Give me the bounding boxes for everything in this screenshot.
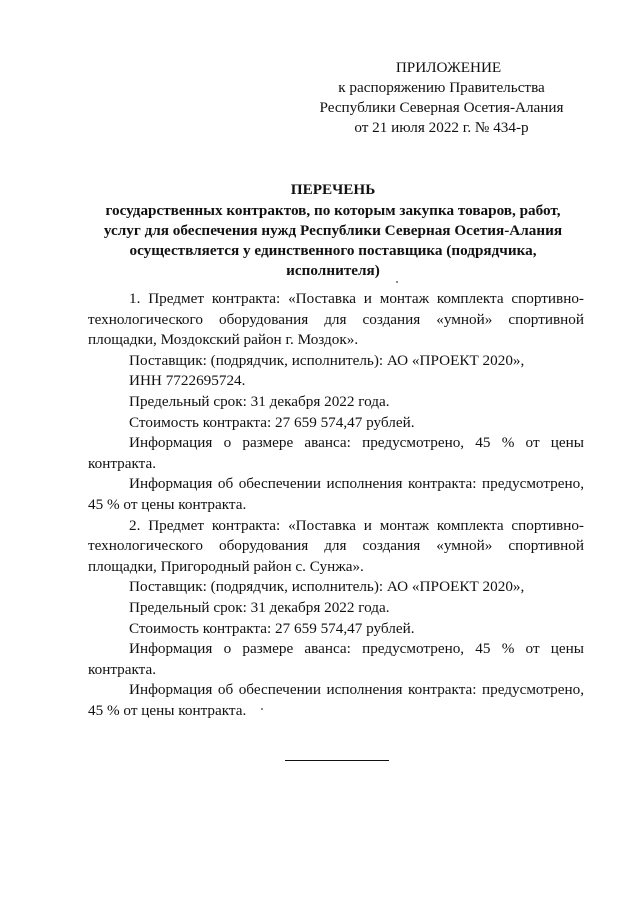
appendix-header	[300, 58, 583, 138]
item-2-advance: Информация о размере аванса: предусмотрено, 45 % от цены контракта.	[88, 640, 584, 678]
appendix-line-republic: Республики Северная Осетия-Алания	[319, 99, 564, 116]
document-title: ПЕРЕЧЕНЬ	[290, 181, 376, 198]
item-2-deadline: Предельный срок: 31 декабря 2022 года.	[129, 598, 390, 616]
item-1-deadline: Предельный срок: 31 декабря 2022 года.	[129, 392, 390, 410]
item-1-inn: ИНН 7722695724.	[129, 372, 246, 390]
appendix-line-date: от 21 июля 2022 г. № 434-р	[354, 119, 529, 136]
item-1-advance: Информация о размере аванса: предусмотрено, 45 % от цены контракта.	[88, 434, 584, 472]
contracts-list	[88, 289, 584, 721]
item-1-subject: 1. Предмет контракта: «Поставка и монтаж комплекта спортивно-технологического оборудования для создания «умной» спортивной площадки, Моздокский район г. Моздок».	[88, 290, 584, 349]
appendix-title: ПРИЛОЖЕНИЕ	[395, 59, 502, 76]
item-2-cost: Стоимость контракта: 27 659 574,47 рублей.	[129, 619, 415, 637]
document-heading	[88, 180, 578, 281]
document-subtitle: государственных контрактов, по которым закупка товаров, работ, услуг для обеспечения нужд Республики Северная Осетия-Алания осуществляется у единственного поставщика (подрядчика, исполнителя)	[103, 202, 563, 279]
item-1-security: Информация об обеспечении исполнения контракта: предусмотрено, 45 % от цены контракта.	[88, 475, 584, 513]
closing-rule	[285, 760, 389, 761]
item-2-supplier: Поставщик: (подрядчик, исполнитель): АО «ПРОЕКТ 2020»,	[129, 578, 525, 596]
scan-speck	[261, 708, 263, 710]
scan-speck	[396, 281, 398, 283]
item-2-security: Информация об обеспечении исполнения контракта: предусмотрено, 45 % от цены контракта.	[88, 681, 584, 719]
item-1-supplier: Поставщик: (подрядчик, исполнитель): АО «ПРОЕКТ 2020»,	[129, 351, 525, 369]
appendix-line-decree: к распоряжению Правительства	[338, 79, 545, 96]
item-2-subject: 2. Предмет контракта: «Поставка и монтаж комплекта спортивно-технологического оборудования для создания «умной» спортивной площадки, Пригородный район с. Сунжа».	[88, 516, 584, 575]
item-1-cost: Стоимость контракта: 27 659 574,47 рублей.	[129, 413, 415, 431]
